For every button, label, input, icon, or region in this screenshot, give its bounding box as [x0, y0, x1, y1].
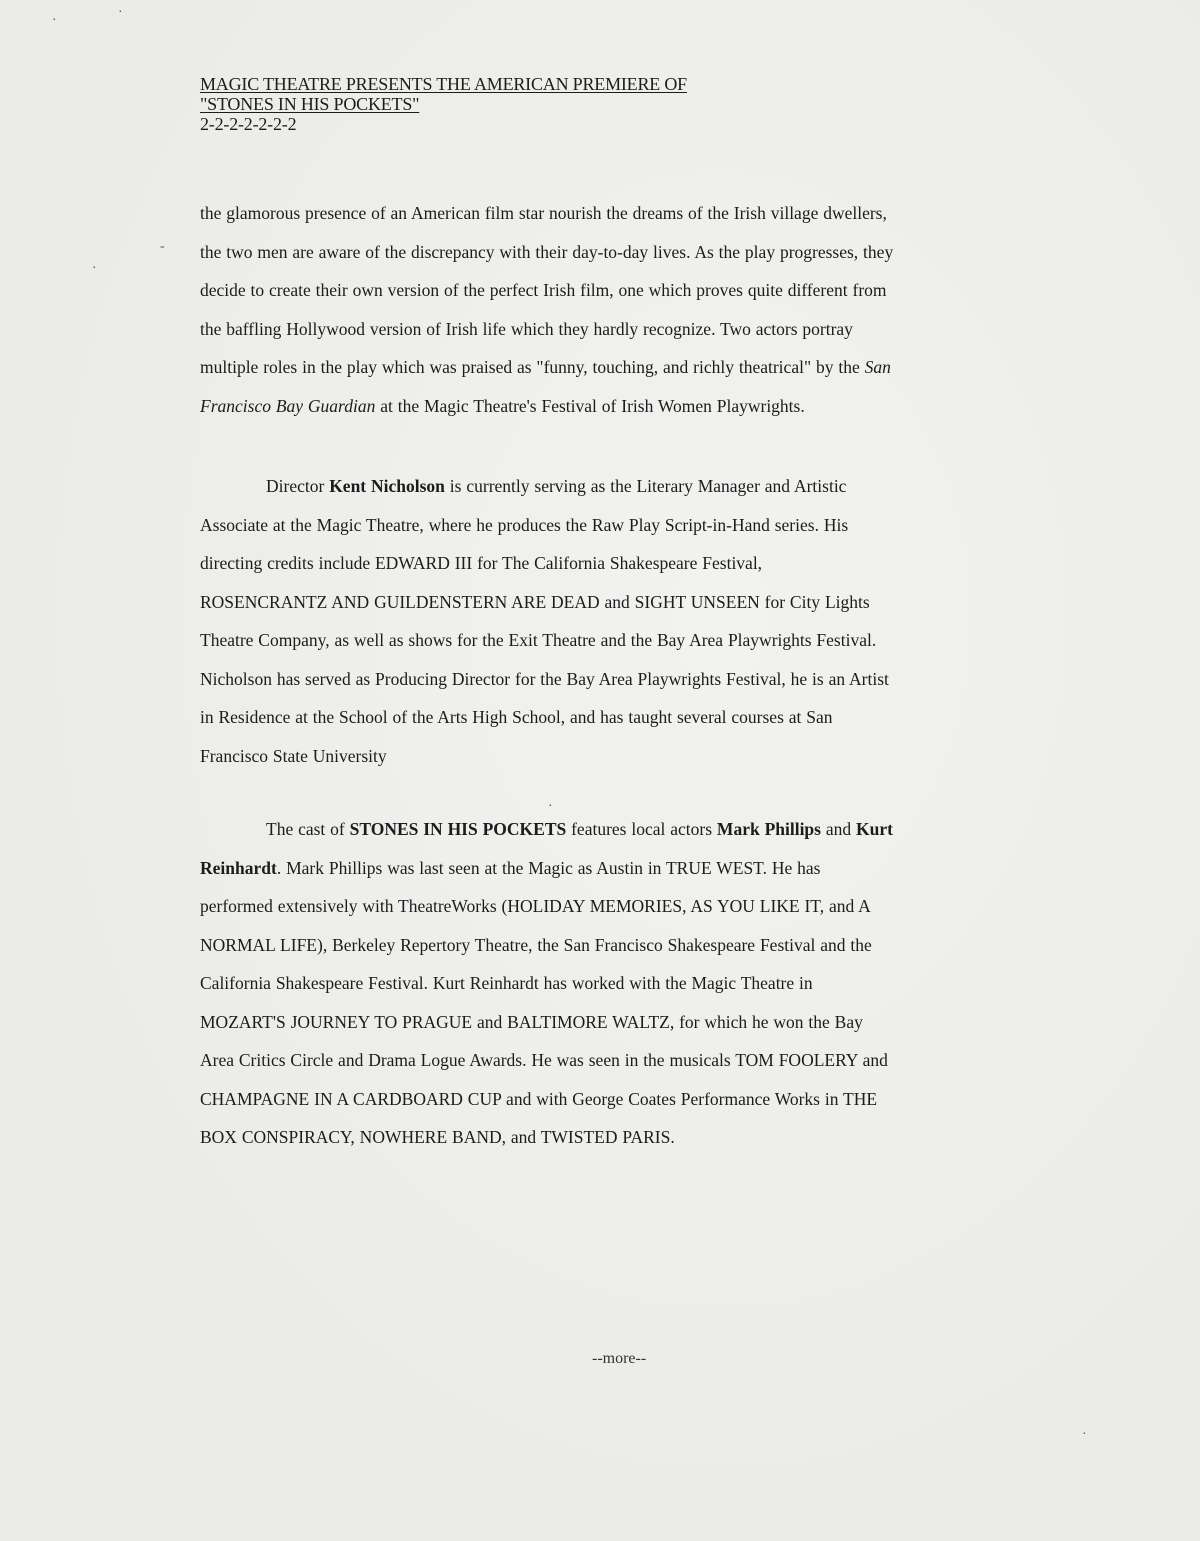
play-title: STONES IN HIS POCKETS: [349, 819, 567, 839]
text-line: ROSENCRANTZ AND GUILDENSTERN ARE DEAD and SIGHT UNSEEN for City Lights: [200, 591, 870, 612]
text-line: [200, 387, 1080, 426]
text-line: BOX CONSPIRACY, NOWHERE BAND, and TWISTED PARIS.: [200, 1127, 675, 1147]
header-title: MAGIC THEATRE PRESENTS THE AMERICAN PREMIERE OF: [200, 74, 687, 94]
text-line: [200, 810, 1080, 849]
text-line: [200, 849, 1080, 888]
text-line: CHAMPAGNE IN A CARDBOARD CUP and with George Coates Performance Works in THE: [200, 1088, 878, 1109]
text-line: Francisco State University: [200, 745, 387, 766]
text-line: directing credits include EDWARD III for The California Shakespeare Festival,: [200, 553, 763, 573]
text-line: [200, 348, 1080, 387]
text-run: Director: [266, 476, 330, 496]
scan-speck: ·: [52, 13, 57, 28]
text-line: in Residence at the School of the Arts High School, and has taught several courses at San: [200, 707, 833, 727]
text-line: decide to create their own version of the perfect Irish film, one which proves quite different from: [200, 280, 887, 300]
text-line: NORMAL LIFE), Berkeley Repertory Theatre, the San Francisco Shakespeare Festival and the: [200, 934, 872, 955]
text-run: is currently serving as the Literary Manager and Artistic: [444, 476, 847, 496]
header-play-title: "STONES IN HIS POCKETS": [200, 94, 420, 114]
scan-speck: ·: [1082, 1427, 1087, 1442]
text-line: Theatre Company, as well as shows for the Exit Theatre and the Bay Area Playwrights Festival.: [200, 630, 877, 650]
publication-name: Francisco Bay Guardian: [200, 395, 376, 416]
text-line: the two men are aware of the discrepancy with their day-to-day lives. As the play progresses, they: [200, 241, 894, 262]
paragraph-play-synopsis: [200, 194, 1080, 425]
actor-name: Kurt: [856, 819, 893, 839]
text-run: . Mark Phillips was last seen at the Magic as Austin in TRUE WEST. He has: [276, 857, 821, 878]
text-run: features local actors: [566, 819, 717, 839]
text-run: The cast of: [266, 819, 350, 839]
more-indicator: --more--: [592, 1350, 647, 1367]
text-line: [200, 467, 1080, 506]
text-line: the baffling Hollywood version of Irish life which they hardly recognize. Two actors portray: [200, 318, 853, 339]
scan-speck: ·: [92, 261, 97, 276]
publication-name: San: [864, 357, 891, 377]
text-line: California Shakespeare Festival. Kurt Reinhardt has worked with the Magic Theatre in: [200, 973, 813, 993]
director-name: Kent Nicholson: [329, 476, 445, 496]
paragraph-cast-bios: [200, 810, 1080, 1157]
scan-speck: ·: [118, 5, 123, 20]
text-line: Nicholson has served as Producing Director for the Bay Area Playwrights Festival, he is an Artist: [200, 668, 889, 689]
actor-name: Mark Phillips: [716, 819, 821, 839]
margin-dash: -: [160, 239, 165, 254]
text-run: at the Magic Theatre's Festival of Irish Women Playwrights.: [375, 395, 805, 416]
scan-speck: ·: [548, 799, 553, 814]
press-release-header: [200, 74, 687, 134]
text-line: MOZART'S JOURNEY TO PRAGUE and BALTIMORE WALTZ, for which he won the Bay: [200, 1011, 863, 1032]
text-line: Area Critics Circle and Drama Logue Awards. He was seen in the musicals TOM FOOLERY and: [200, 1050, 888, 1070]
paragraph-director-bio: [200, 467, 1080, 775]
text-line: performed extensively with TheatreWorks (HOLIDAY MEMORIES, AS YOU LIKE IT, and A: [200, 896, 871, 916]
text-run: multiple roles in the play which was praised as "funny, touching, and richly theatrical" by the: [200, 357, 865, 377]
page-number-marker: 2-2-2-2-2-2-2: [200, 114, 297, 134]
text-run: and: [820, 819, 857, 839]
text-line: the glamorous presence of an American film star nourish the dreams of the Irish village dwellers,: [200, 203, 887, 223]
text-line: Associate at the Magic Theatre, where he produces the Raw Play Script-in-Hand series. His: [200, 514, 849, 535]
actor-name: Reinhardt: [200, 857, 277, 878]
